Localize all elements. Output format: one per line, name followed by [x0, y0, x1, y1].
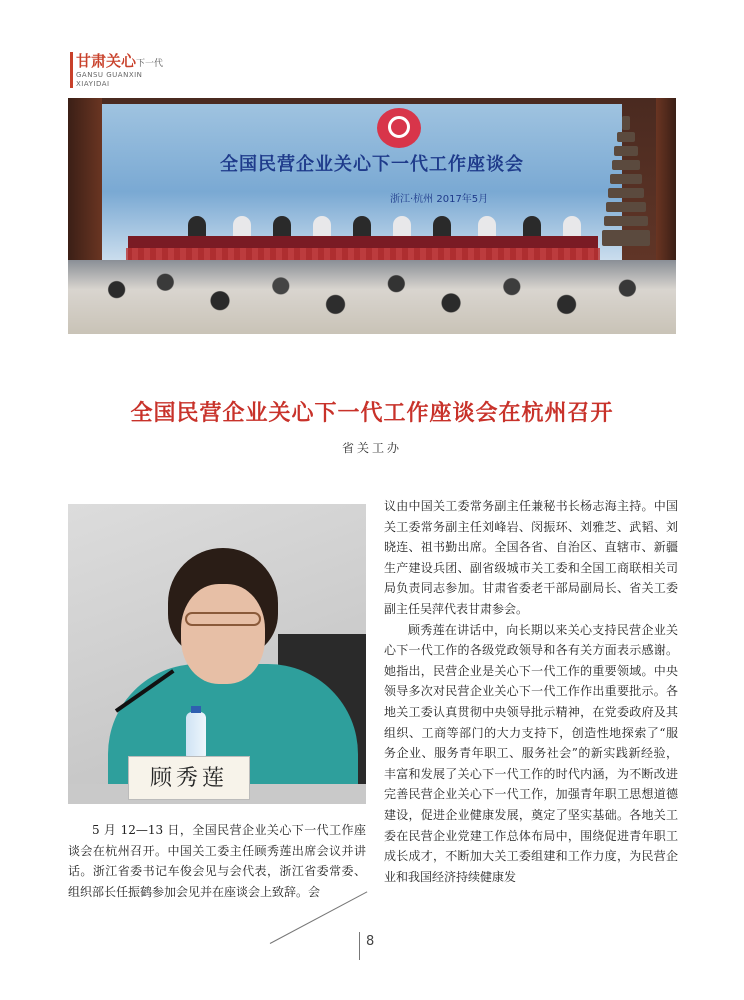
emblem-icon: [377, 108, 421, 148]
water-bottle-icon: [186, 712, 206, 758]
speaker: [313, 216, 331, 238]
nameplate: 顾秀莲: [128, 756, 250, 800]
logo-chinese-main: 甘肃关心: [76, 52, 137, 70]
logo-chinese-small: 下一代: [136, 59, 164, 69]
conference-place-date: 浙江·杭州 2017年5月: [390, 194, 489, 205]
speaker: [563, 216, 581, 238]
conference-banner: 全国民营企业关心下一代工作座谈会: [220, 154, 524, 175]
article-paragraph: 顾秀莲在讲话中，向长期以来关心支持民营企业关心下一代工作的各级党政领导和各有关方面表示感谢。她指出，民营企业是关心下一代工作的重要领域。中央领导多次对民营企业关心下一代工作作出重要批示。各地关工委认真贯彻中央领导批示精神，在党委政府及其组织、工商等部门的大力支持下，创造性地探索了“服务企业、服务青年职工、服务社会”的新实践新经验，丰富和发展了关心下一代工作的时代内涵，为不断改进完善民营企业关心下一代工作，加强青年职工思想道德建设，促进企业健康发展，奠定了坚实基础。各地关工委在民营企业党建工作总体布局中，围绕促进青年职工成长成才，不断加大关工委组建和工作力度，为民营企业和我国经济持续健康发: [384, 622, 678, 884]
footer-tick: [359, 932, 360, 960]
pagoda-icon: [602, 116, 650, 246]
conference-photo: [68, 98, 676, 334]
magazine-logo: [70, 50, 200, 92]
speaker: [273, 216, 291, 238]
page-number: 8: [366, 934, 375, 949]
article-column-right: [384, 496, 678, 887]
speaker: [188, 216, 206, 238]
article-column-left: [68, 820, 366, 902]
speaker-portrait-photo: [68, 504, 366, 804]
speaker-face: [181, 584, 265, 684]
speaker: [393, 216, 411, 238]
speaker: [233, 216, 251, 238]
logo-accent-bar: [70, 52, 73, 88]
audience: [68, 260, 676, 334]
article-title: 全国民营企业关心下一代工作座谈会在杭州召开: [130, 400, 614, 426]
glasses-icon: [185, 612, 261, 626]
article-byline: 省关工办: [341, 441, 402, 455]
article-paragraph: 议由中国关工委常务副主任兼秘书长杨志海主持。中国关工委常务副主任刘峰岩、闵振环、刘雅芝、武韬、刘晓连、祖书勤出席。全国各省、自治区、直辖市、新疆生产建设兵团、副省级城市关工委和全国工商联相关司局负责同志参加。甘肃省委老干部局副局长、省关工委副主任吴萍代表甘肃参会。: [384, 499, 678, 616]
speaker: [433, 216, 451, 238]
speaker: [523, 216, 541, 238]
article-paragraph: 5 月 12—13 日，全国民营企业关心下一代工作座谈会在杭州召开。中国关工委主任顾秀莲出席会议并讲话。浙江省委书记车俊会见与会代表，浙江省委常委、组织部长任振鹤参加会见并在座谈会上致辞。会: [68, 823, 366, 899]
logo-chinese: [76, 50, 163, 71]
speaker: [478, 216, 496, 238]
logo-english-line1: GANSU GUANXIN: [76, 71, 143, 79]
speaker: [353, 216, 371, 238]
logo-english-line2: XIAYIDAI: [76, 80, 110, 88]
